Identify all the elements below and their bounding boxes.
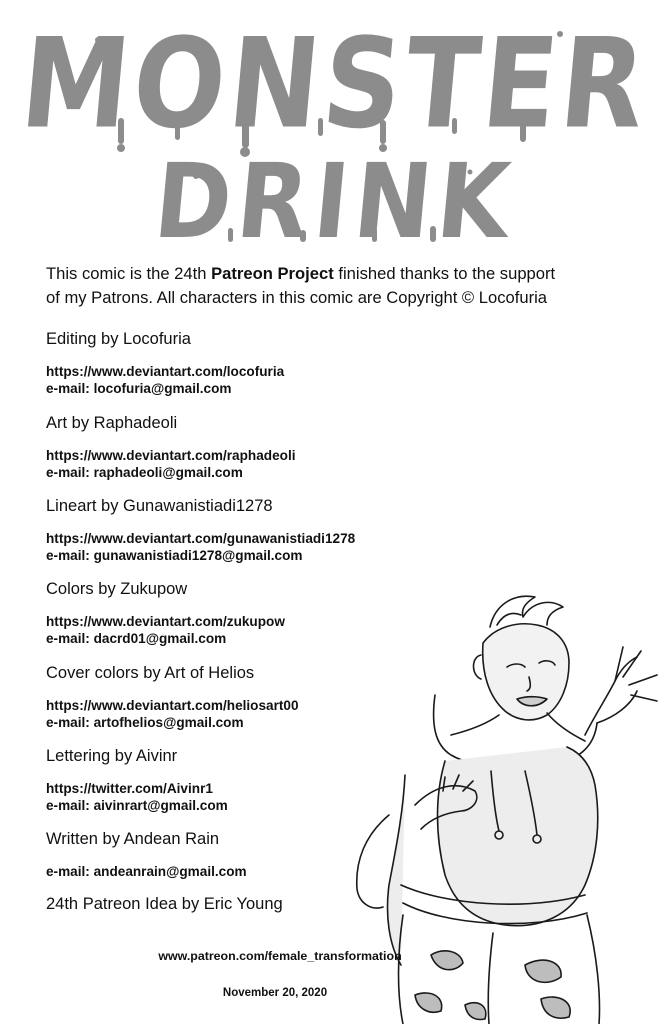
logo-monster: MONSTER bbox=[15, 12, 655, 157]
credit-editing bbox=[46, 329, 284, 397]
footer-date: November 20, 2020 bbox=[222, 987, 328, 999]
credit-email[interactable]: e-mail: raphadeoli@gmail.com bbox=[46, 465, 243, 480]
credit-idea bbox=[46, 894, 283, 914]
credit-email[interactable]: e-mail: artofhelios@gmail.com bbox=[46, 715, 244, 730]
credit-email[interactable]: e-mail: andeanrain@gmail.com bbox=[46, 864, 247, 879]
intro-text-1: This comic is the 24th bbox=[46, 264, 212, 283]
credit-email[interactable]: e-mail: aivinrart@gmail.com bbox=[46, 798, 228, 813]
intro-paragraph bbox=[46, 262, 646, 310]
credit-role: Editing by Locofuria bbox=[46, 330, 191, 348]
credit-site-link[interactable]: https://www.deviantart.com/heliosart00 bbox=[46, 698, 299, 713]
credit-writer bbox=[46, 829, 247, 880]
credit-role: 24th Patreon Idea by Eric Young bbox=[46, 895, 283, 913]
credit-site-link[interactable]: https://www.deviantart.com/zukupow bbox=[46, 614, 285, 629]
intro-bold: Patreon Project bbox=[211, 264, 334, 283]
credit-cover-colors bbox=[46, 663, 299, 731]
logo-drink: DRINK bbox=[149, 141, 521, 262]
credit-site-link[interactable]: https://www.deviantart.com/locofuria bbox=[46, 364, 285, 379]
credit-lineart bbox=[46, 496, 355, 564]
credit-role: Written by Andean Rain bbox=[46, 830, 220, 848]
intro-text-3: of my Patrons. All characters in this comic are Copyright © Locofuria bbox=[46, 288, 548, 307]
title-logo bbox=[0, 0, 670, 262]
credit-site-link[interactable]: https://www.deviantart.com/gunawanistiadi1278 bbox=[46, 531, 356, 546]
credit-email[interactable]: e-mail: gunawanistiadi1278@gmail.com bbox=[46, 548, 303, 563]
credit-role: Lineart by Gunawanistiadi1278 bbox=[46, 497, 273, 515]
credit-role: Colors by Zukupow bbox=[46, 580, 188, 598]
credit-role: Lettering by Aivinr bbox=[46, 747, 178, 765]
credit-colors bbox=[46, 579, 285, 647]
credit-email[interactable]: e-mail: dacrd01@gmail.com bbox=[46, 631, 227, 646]
credit-site-link[interactable]: https://www.deviantart.com/raphadeoli bbox=[46, 448, 296, 463]
credit-role: Cover colors by Art of Helios bbox=[46, 664, 255, 682]
footer-patreon-link[interactable]: www.patreon.com/female_transformation bbox=[158, 949, 402, 963]
credit-art bbox=[46, 413, 296, 481]
credit-email[interactable]: e-mail: locofuria@gmail.com bbox=[46, 381, 232, 396]
intro-text-2: finished thanks to the support bbox=[333, 264, 556, 283]
credit-lettering bbox=[46, 746, 228, 814]
credit-site-link[interactable]: https://twitter.com/Aivinr1 bbox=[46, 781, 213, 796]
credit-role: Art by Raphadeoli bbox=[46, 414, 178, 432]
